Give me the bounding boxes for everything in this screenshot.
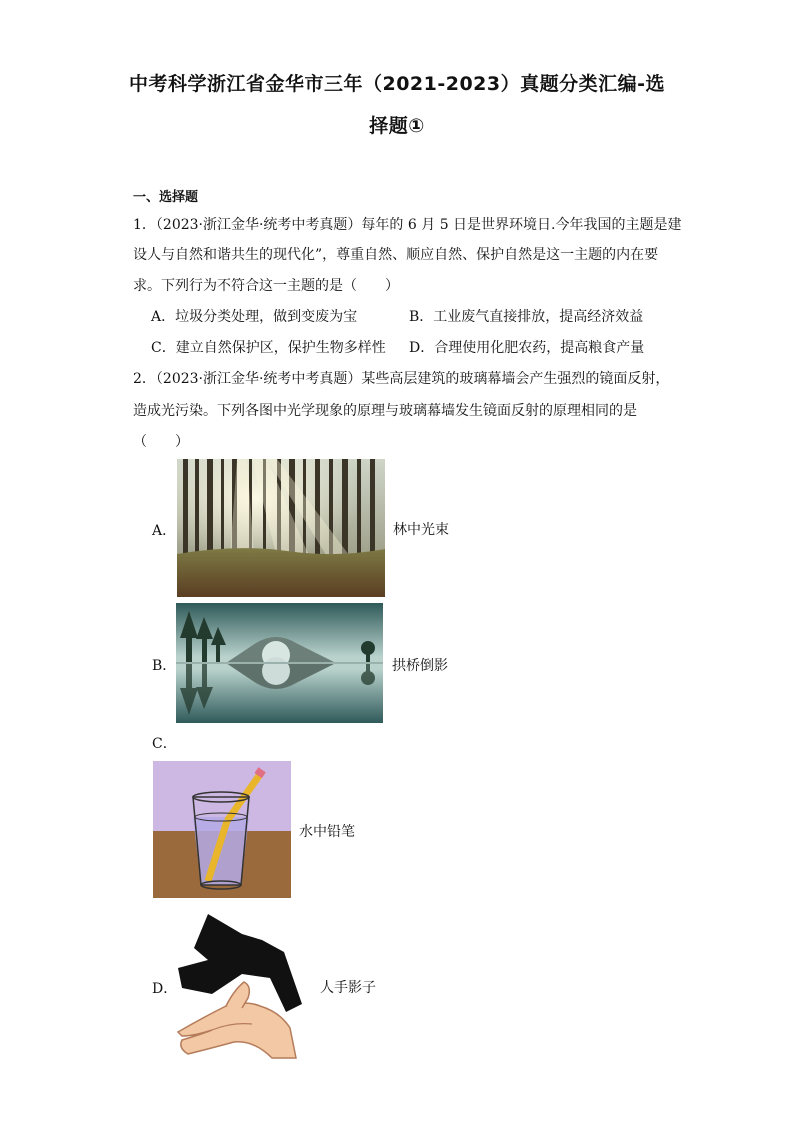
pencil-in-water-image	[153, 761, 291, 898]
document-title-line1: 中考科学浙江省金华市三年（2021-2023）真题分类汇编-选	[128, 73, 666, 95]
q1-stem-line3: 求。下列行为不符合这一主题的是（ ）	[133, 278, 399, 294]
section-heading: 一、选择题	[133, 190, 199, 205]
document-title-line2: 择题①	[369, 115, 425, 137]
q2-stem-line2: 造成光污染。下列各图中光学现象的原理与玻璃幕墙发生镜面反射的原理相同的是	[133, 403, 637, 419]
q2-stem-line3: （ ）	[133, 434, 189, 450]
q2-option-b-label: B．	[152, 658, 177, 674]
q1-option-d: D．合理使用化肥农药，提高粮食产量	[409, 340, 645, 356]
q2-stem-line1: 2．（2023·浙江金华·统考中考真题）某些高层建筑的玻璃幕墙会产生强烈的镜面反射，	[133, 371, 670, 387]
q2-option-d-caption: 人手影子	[320, 980, 376, 996]
q1-stem-line2: 设人与自然和谐共生的现代化”，尊重自然、顺应自然、保护自然是这一主题的内在要	[133, 247, 659, 263]
q2-option-c-label: C．	[152, 736, 177, 752]
arch-bridge-reflection-image	[176, 603, 383, 723]
q1-option-c: C．建立自然保护区，保护生物多样性	[151, 340, 386, 356]
q1-option-b: B．工业废气直接排放，提高经济效益	[409, 309, 644, 325]
q2-option-b-caption: 拱桥倒影	[392, 658, 448, 674]
q1-option-a: A．垃圾分类处理，做到变废为宝	[151, 309, 358, 325]
q2-option-c-caption: 水中铅笔	[299, 824, 355, 840]
q2-option-a-label: A．	[152, 523, 177, 539]
forest-light-beams-image	[177, 459, 385, 597]
hand-shadow-image	[172, 908, 308, 1065]
q2-option-a-caption: 林中光束	[393, 522, 449, 538]
q2-option-d-label: D．	[152, 981, 178, 997]
q1-stem-line1: 1．（2023·浙江金华·统考中考真题）每年的 6 月 5 日是世界环境日.今年我国的主题是建	[133, 217, 682, 233]
